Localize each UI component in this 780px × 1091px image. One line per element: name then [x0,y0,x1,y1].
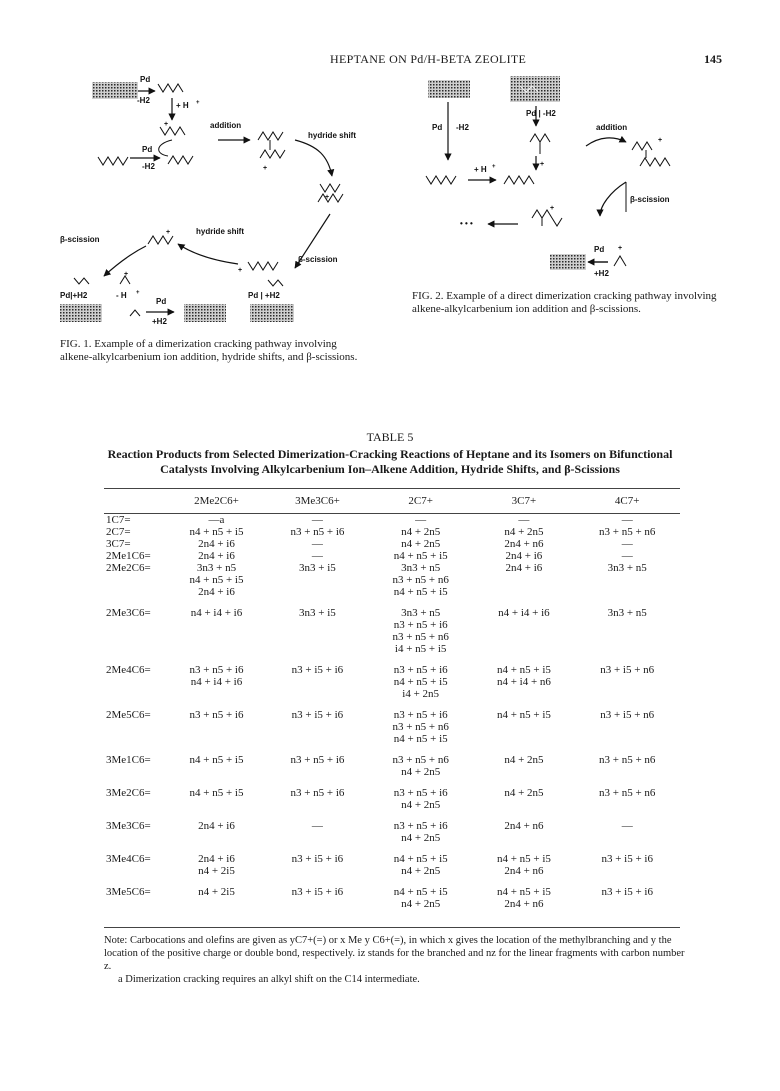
figure-2-caption-label: FIG. 2. [412,290,444,302]
table-cell: n4 + n5 + i5 n4 + 2n5 [393,886,448,910]
table-cell: n3 + i5 + i6 [601,886,653,898]
table-cell: n4 + 2n5 [504,787,544,799]
table-cell: 3n3 + n5 [607,607,647,619]
table-cell: n3 + i5 + i6 [601,853,653,865]
table-cell: 3n3 + i5 [299,607,336,619]
figure-1-caption-label: FIG. 1. [60,338,92,350]
table-cell: n3 + n5 + i6 n3 + n5 + n6 n4 + n5 + i5 [392,709,449,745]
table-row [104,598,680,655]
figure-1 [60,72,400,327]
row-label: 2Me2C6= [106,562,151,574]
label-pd: Pd [432,123,443,132]
figure-2-caption [412,290,738,316]
table-row [104,526,680,538]
table-cell: n3 + n5 + i6 [189,709,244,721]
catalyst-block-2 [60,304,102,322]
label-minus-h2: -H2 [137,96,150,105]
table-cell: 2n4 + i6 n4 + 2i5 [198,853,235,877]
label-hydride-shift-2: hydride shift [196,227,245,236]
table-cell: n4 + n5 + i5 [189,754,244,766]
table-cell: n3 + n5 + n6 [598,787,656,799]
figure-2-diagram [400,72,730,282]
label-pd: Pd [140,75,151,84]
table-cell: 2n4 + i6 [198,550,235,562]
row-label: 3Me5C6= [106,886,151,898]
column-header [473,489,574,514]
column-header-text: 3C7+ [511,495,537,507]
row-label: 3Me3C6= [106,820,151,832]
figure-1-caption [60,338,360,364]
table-cell: n4 + 2n5 [401,526,441,538]
table-row [104,778,680,811]
svg-text:+: + [658,137,663,144]
label-addition: addition [596,123,628,132]
table-row [104,538,680,550]
table-row [104,811,680,844]
table-cell: n4 + 2n5 [504,526,544,538]
label-pd-b: Pd [594,245,605,254]
table-body [104,514,680,911]
table-cell: n4 + i4 + i6 [498,607,550,619]
table-cell: — [311,820,323,832]
table-cell: n4 + i4 + i6 [190,607,243,619]
table-cell: n3 + n5 + n6 [598,754,656,766]
table-row [104,700,680,745]
table-cell: 3n3 + n5 [607,562,647,574]
table-cell: n4 + n5 + i5 n4 + i4 + n6 [496,664,551,688]
table-row [104,745,680,778]
svg-text:+: + [492,164,496,170]
column-header-blank [104,489,166,514]
label-plus-a: + [540,161,545,168]
label-hydride-shift: hydride shift [308,131,357,140]
table-cell: 2n4 + i6 [505,550,543,562]
column-header [267,489,368,514]
table-notes [104,934,686,986]
table-cell: 3n3 + i5 [299,562,336,574]
table-cell: n4 + n5 + i5 [496,709,551,721]
table-label: TABLE 5 [366,430,414,444]
table-row [104,514,680,527]
table-cell: n3 + i5 + i6 [291,664,344,676]
table-cell: n3 + n5 + i6 [290,526,345,538]
figure-1-caption-text: Example of a dimerization cracking pathway involving alkene-alkylcarbenium ion addition, hydride shifts, and β-scissions. [60,338,358,363]
row-label: 3Me4C6= [106,853,151,865]
table-bottom-rule [104,927,680,928]
svg-text:+: + [550,205,555,212]
table-cell: — [621,550,633,562]
table-cell: — [311,514,323,526]
table-cell: —a [208,514,225,526]
table-cell: n3 + n5 + i6 n4 + 2n5 [393,787,448,811]
label-pd-h2-left: Pd|+H2 [60,291,88,300]
label-dots: • • • [460,219,473,228]
table-cell: n3 + n5 + i6 n4 + n5 + i5 i4 + 2n5 [393,664,448,700]
data-table [104,488,680,910]
catalyst-block-3 [184,304,226,322]
table-cell: n3 + n5 + i6 [290,787,345,799]
label-plus-b: + [618,245,623,252]
table-row [104,877,680,910]
row-label: 1C7= [106,514,131,526]
table-cell: 2n4 + i6 [505,562,543,574]
table-row [104,844,680,877]
column-header-text: 2C7+ [408,495,433,507]
table-cell: n3 + i5 + n6 [600,709,655,721]
table-cell: n4 + 2n5 [401,538,441,550]
table-row [104,550,680,562]
table-cell: — [621,538,633,550]
figure-1-diagram [60,72,400,327]
column-header-text: 3Me3C6+ [295,495,340,507]
table-cell: n4 + n5 + i5 n4 + 2n5 [393,853,448,877]
row-label: 3Me2C6= [106,787,151,799]
row-label: 2C7= [106,526,131,538]
table-cell: n4 + n5 + i5 [189,526,244,538]
label-beta-scission-right: β-scission [298,255,338,264]
running-header [0,52,780,68]
catalyst-block-4 [250,304,294,322]
label-plus-1: + [238,267,243,274]
table-cell: n3 + i5 + i6 [291,709,344,721]
table-cell: — [621,514,633,526]
table-cell: — [311,538,323,550]
row-label: 2Me1C6= [106,550,151,562]
label-minus-h2: -H2 [456,123,469,132]
column-header-text: 4C7+ [614,495,640,507]
table-row [104,562,680,598]
table-cell: 3n3 + n5 n3 + n5 + n6 n4 + n5 + i5 [392,562,449,598]
label-plus-h: + H [474,165,487,174]
catalyst-block-c [550,254,586,270]
table-cell: 2n4 + i6 [198,820,235,832]
label-pd-plus-h2: Pd | +H2 [248,291,280,300]
svg-text:+: + [136,290,140,296]
label-minus-h-plus: - H [116,291,127,300]
column-header [368,489,474,514]
table-cell: n4 + n5 + i5 [393,550,448,562]
row-label: 2Me5C6= [106,709,151,721]
label-addition: addition [210,121,242,130]
table-footnote: a Dimerization cracking requires an alkyl shift on the C14 intermediate. [118,974,420,985]
table-cell: 2n4 + n6 [504,820,544,832]
table-cell: n4 + 2i5 [198,886,235,898]
table-cell: — [311,550,323,562]
row-label: 2Me3C6= [106,607,151,619]
table-cell: n4 + n5 + i5 2n4 + n6 [496,853,551,877]
table-cell: n4 + 2n5 [504,754,544,766]
table-cell: n3 + n5 + n6 n4 + 2n5 [392,754,449,778]
table-cell: n3 + i5 + i6 [291,886,344,898]
column-header-text: 2Me2C6+ [194,495,239,507]
table-cell: n3 + n5 + i6 n4 + i4 + i6 [189,664,244,688]
row-label: 3C7= [106,538,131,550]
label-plus-h2: +H2 [594,269,609,278]
row-label: 2Me4C6= [106,664,151,676]
label-pd-3: Pd [156,297,167,306]
table-cell: n3 + n5 + i6 [290,754,345,766]
table-cell: 2n4 + i6 [198,538,235,550]
catalyst-block-a [428,80,470,98]
table-cell: — [518,514,530,526]
catalyst-block [92,82,138,99]
label-pd-minus-h2: Pd | -H2 [526,109,556,118]
row-label: 3Me1C6= [106,754,151,766]
table-cell: n3 + n5 + n6 [598,526,656,538]
svg-text:+: + [124,271,129,278]
table-row [104,655,680,700]
table-cell: — [415,514,427,526]
label-plus-h2: +H2 [152,317,167,326]
table-title: Reaction Products from Selected Dimerization-Cracking Reactions of Heptane and its Isomers on Bifunctional Catalysts Involving Alkylcarbenium Ion–Alkene Addition, Hydride Shifts, and β-Scissions [107,447,673,476]
figure-2-caption-text: Example of a direct dimerization cracking pathway involving alkene-alkylcarbenium ion addition and β-scissions. [412,290,717,315]
svg-text:+: + [325,194,330,201]
table-cell: 3n3 + n5 n4 + n5 + i5 2n4 + i6 [189,562,244,598]
table-cell: — [621,820,633,832]
table-header-row [104,489,680,514]
table-cell: n3 + n5 + i6 n4 + 2n5 [393,820,448,844]
svg-text:+: + [166,229,171,236]
label-minus-h2-2: -H2 [142,162,155,171]
table-cell: 3n3 + n5 n3 + n5 + i6 n3 + n5 + n6 i4 + n5 + i5 [392,607,449,655]
figure-2 [400,72,730,282]
svg-text:+: + [263,165,268,172]
table-cell: n3 + i5 + i6 [291,853,344,865]
column-header [574,489,680,514]
svg-text:+: + [164,121,169,128]
running-title: HEPTANE ON Pd/H-BETA ZEOLITE [330,52,527,66]
label-plus-h-sup: + [196,100,200,106]
table-note: Note: Carbocations and olefins are given as yC7+(=) or x Me y C6+(=), in which x gives the location of the methylbranching and y the location of the positive charge or double bond, respectively. iz stands for the branched and nz for the linear fragments with carbon number z. [104,935,685,972]
table-cell: n4 + n5 + i5 [189,787,244,799]
table-cell: 2n4 + n6 [504,538,544,550]
label-pd-2: Pd [142,145,153,154]
table-cell: n3 + i5 + n6 [600,664,655,676]
column-header [166,489,267,514]
label-beta-scission-left: β-scission [60,235,100,244]
label-beta-scission: β-scission [630,195,670,204]
page-number: 145 [704,52,722,66]
label-plus-h: + H [176,101,189,110]
table-cell: n4 + n5 + i5 2n4 + n6 [496,886,551,910]
